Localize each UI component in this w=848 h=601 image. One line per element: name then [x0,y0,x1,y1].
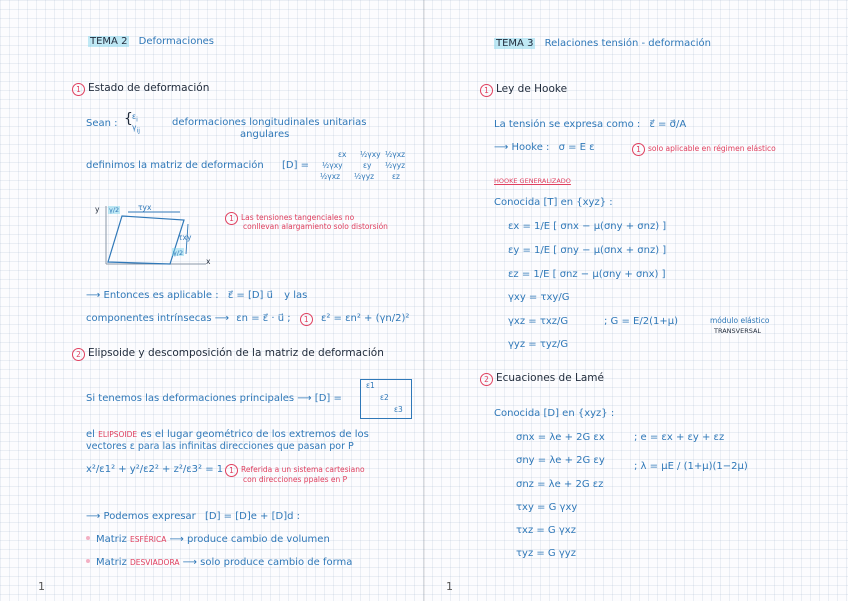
diagram-x-label: x [206,257,211,266]
def-longitudinales: deformaciones longitudinales unitarias [172,117,367,128]
right-section-2-title-text: Ecuaciones de Lamé [496,372,604,384]
left-section-1-title [72,82,209,96]
diagram-tau-xy: τxy [178,233,192,242]
tension-text: La tensión se expresa como : [494,119,641,130]
left-topic-title: Deformaciones [138,36,215,47]
note-number-icon: 1 [632,143,645,156]
entonces-text: ⟶ Entonces es aplicable : [86,290,219,301]
elipsoide-prefix: el [86,429,95,440]
matrix-cell: ½γyz [385,161,406,170]
elipsoide-line-1 [86,429,369,441]
section-1-title-text: Estado de deformación [88,82,210,94]
componentes-line [86,313,409,326]
left-topic-header [88,36,214,48]
right-topic-header [494,38,711,50]
note-2-line-2: con direcciones ppales en P [243,475,348,484]
e-equation: ; e = εx + εy + εz [634,432,725,443]
hooke-eq: γxy = τxy/G [508,292,570,303]
si-tenemos: Si tenemos las deformaciones principales ⟶ [D] = [86,393,342,404]
componentes-equation: εn = ε⃗ · u⃗ ; [236,313,291,324]
matrix-cell: ½γxz [385,150,406,159]
hooke-label: ⟶ Hooke : [494,142,550,153]
hooke-eq: εx = 1/E [ σnx − μ(σny + σnz) ] [508,221,667,232]
tension-equation: ε⃗ = σ⃗/A [649,119,687,130]
lame-eq: τxz = G γxz [516,525,576,536]
right-section-1-title-text: Ley de Hooke [496,83,568,95]
diag-entry: ε1 [366,381,375,390]
bullet-2-text: ⟶ solo produce cambio de forma [182,557,353,568]
matrix-cell: ½γyz [354,172,375,181]
gamma-symbol: $\gamma_{ij}$ [132,123,140,135]
section-number-icon: 2 [72,348,85,361]
g-equation: ; G = E/2(1+μ) [604,316,678,327]
right-page-number: 1 [446,580,453,593]
matrix-lhs: [D] = [282,160,310,171]
note-number-icon: 1 [300,313,313,326]
entonces-equation: ε⃗ = [D] u⃗ [227,290,273,301]
left-section-2-title [72,347,384,361]
elipsoide-text: es el lugar geométrico de los extremos de los [140,429,369,440]
left-topic-label: TEMA 2 [90,36,128,47]
matrix-cell: εy [363,161,372,170]
section-number-icon: 2 [480,373,493,386]
modulo-label: módulo elástico [710,316,770,325]
matrix-cell: ½γxy [360,150,381,159]
bullet-1-text: ⟶ produce cambio de volumen [169,534,330,545]
entonces-line [86,290,307,302]
diagram-angle-1: γ/2 [109,206,120,214]
matrix-cell: εx [338,150,347,159]
matrix-cell: ½γxy [322,161,343,170]
diag-entry: ε2 [380,393,389,402]
hooke-eq: εy = 1/E [ σny − μ(σnx + σnz) ] [508,245,667,256]
bullet-2-tag: DESVIADORA [130,558,180,567]
hooke-eq: γyz = τyz/G [508,339,569,350]
left-page-number: 1 [38,580,45,593]
sean-label: Sean : [86,118,118,129]
epsilon-symbol: $\varepsilon_i$ [132,112,138,124]
note-number-icon: 1 [225,212,238,225]
hooke-eq: γxz = τxz/G [508,316,569,327]
bullet-2-label: Matriz [96,557,127,568]
note-number-icon: 1 [225,464,238,477]
matrix-cell: εz [392,172,400,181]
right-page [424,0,848,601]
note-1-line-1: Las tensiones tangenciales no [241,213,355,222]
podemos-text: ⟶ Podemos expresar [86,511,196,522]
right-section-2-title [480,372,604,386]
lambda-equation: ; λ = μE / (1+μ)(1−2μ) [634,461,748,472]
def-angulares: angulares [240,129,290,140]
bullet-1-tag: ESFÉRICA [130,535,167,544]
lame-eq: τyz = G γyz [516,548,576,559]
diagram-y-label: y [95,205,100,214]
hooke-eq: εz = 1/E [ σnz − μ(σny + σnx) ] [508,269,666,280]
diagram-angle-2: γ/2 [173,249,184,257]
hooke-note [632,143,776,156]
ellipsoid-equation: x²/ε1² + y²/ε2² + z²/ε3² = 1 [86,464,224,475]
tension-line [494,119,686,131]
diag-entry: ε3 [394,405,403,414]
lame-eq: σnx = λe + 2G εx [516,432,605,443]
bullet-icon [86,536,90,540]
bullet-icon [86,559,90,563]
section-2-title-text: Elipsoide y descomposición de la matriz de deformación [88,347,384,359]
right-topic-title: Relaciones tensión - deformación [544,38,711,49]
podemos-line [86,511,300,523]
componentes-equation-2: ε² = εn² + (γn/2)² [320,313,410,324]
conocida-tension: Conocida [T] en {xyz} : [494,197,613,208]
transversal-label: TRANSVERSAL [714,327,762,335]
note-2-line-1: Referida a un sistema cartesiano [241,465,365,474]
lame-eq: σny = λe + 2G εy [516,455,605,466]
right-topic-label: TEMA 3 [496,38,534,49]
conocida-deformacion: Conocida [D] en {xyz} : [494,408,615,419]
hooke-line [494,142,595,154]
note-1-line-2: conllevan alargamiento solo distorsión [243,222,388,231]
section-number-icon: 1 [480,84,493,97]
lame-eq: σnz = λe + 2G εz [516,479,604,490]
matrix-intro: definimos la matriz de deformación [86,160,264,171]
entonces-suffix: y las [284,290,308,301]
elipsoide-line-2: vectores ε para las infinitas direcciones que pasan por P [86,441,354,452]
diagram-tau-yx: τyx [138,203,152,212]
componentes-text: componentes intrínsecas ⟶ [86,313,230,324]
matrix-cell: ½γxz [320,172,341,181]
hooke-generalizado: HOOKE GENERALIZADO [494,177,571,185]
bullet-1-label: Matriz [96,534,127,545]
section-number-icon: 1 [72,83,85,96]
elipsoide-word: ELIPSOIDE [98,430,138,439]
brace-icon: { [124,111,133,127]
lame-eq: τxy = G γxy [516,502,578,513]
hooke-equation: σ = E ε [558,142,595,153]
podemos-equation: [D] = [D]e + [D]d : [204,511,301,522]
bullet-desviadora [86,557,352,569]
right-section-1-title [480,83,567,97]
hooke-note-text: solo aplicable en régimen elástico [648,144,776,153]
bullet-esferica [86,534,330,546]
